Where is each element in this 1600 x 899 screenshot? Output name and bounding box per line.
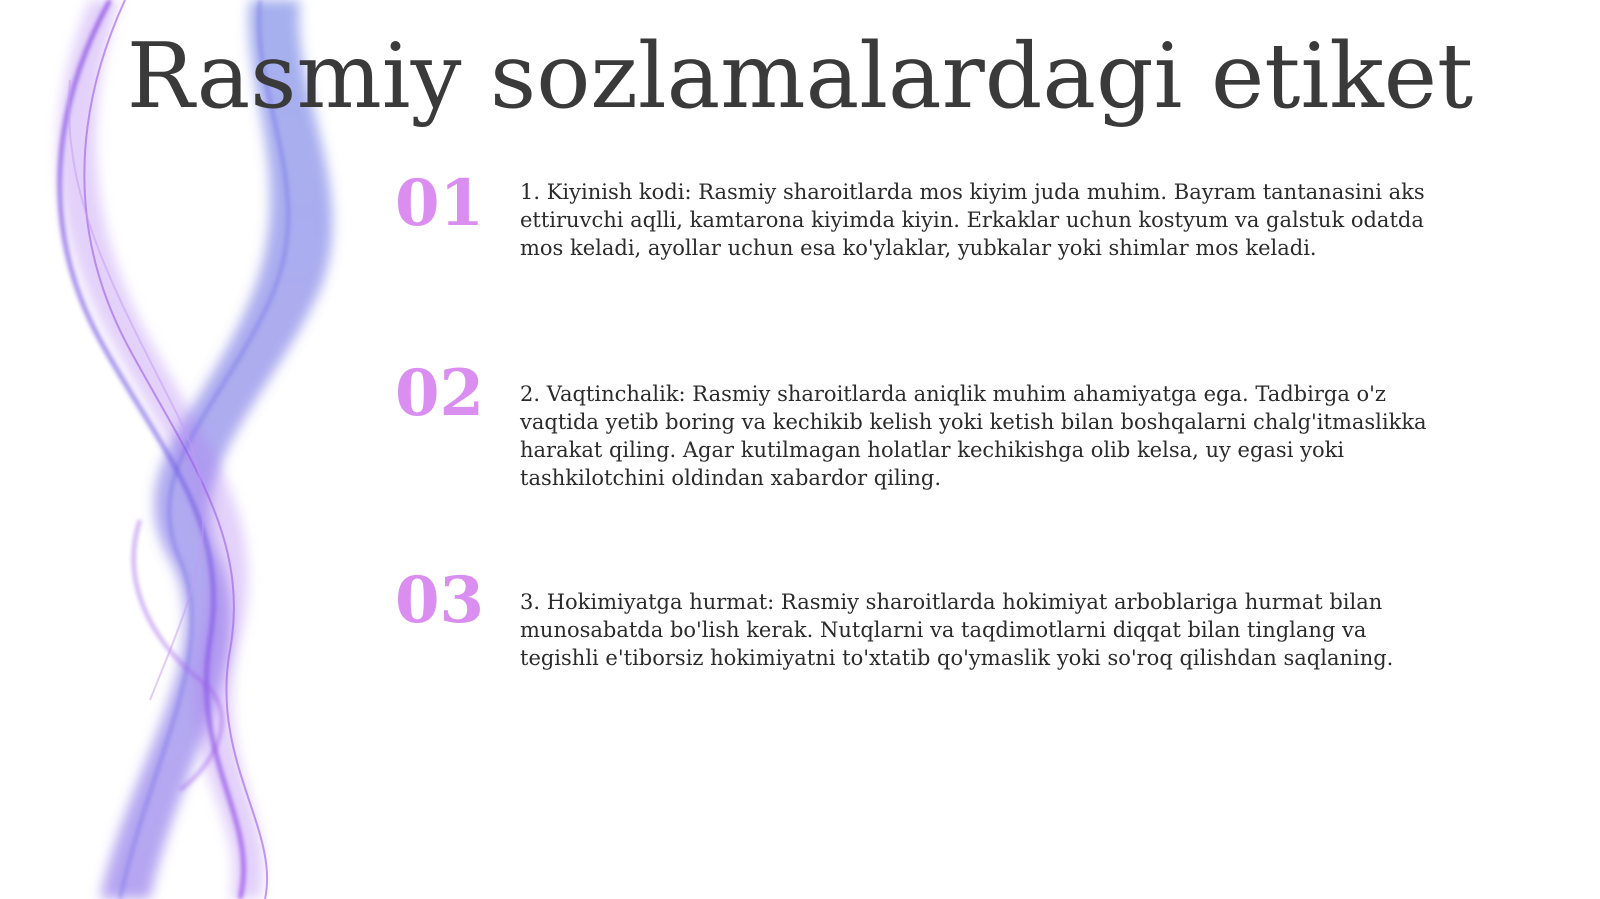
slide-title: Rasmiy sozlamalardagi etiket (126, 24, 1474, 129)
item-text: 3. Hokimiyatga hurmat: Rasmiy sharoitlarda hokimiyat arboblariga hurmat bilan munosabatda bo'lish kerak. Nutqlarni va taqdimotlarni diqqat bilan tinglang va tegishli e'tiborsiz hokimiyatni to'xtatib qo'ymaslik yoki so'roq qilishdan saqlaning. (520, 590, 1394, 670)
item-number: 01 (395, 166, 485, 241)
item-text: 1. Kiyinish kodi: Rasmiy sharoitlarda mos kiyim juda muhim. Bayram tantanasini aks ettiruvchi aqlli, kamtarona kiyimda kiyin. Erkaklar uchun kostyum va galstuk odatda mos keladi, ayollar uchun esa ko'ylaklar, yubkalar yoki shimlar mos keladi. (520, 180, 1425, 260)
smoke-decoration-icon (0, 0, 400, 899)
item-number: 02 (395, 356, 485, 431)
item-number: 03 (395, 563, 485, 638)
item-text: 2. Vaqtinchalik: Rasmiy sharoitlarda aniqlik muhim ahamiyatga ega. Tadbirga o'z vaqtida yetib boring va kechikib kelish yoki ketish bilan boshqalarni chalg'itmaslikka harakat qiling. Agar kutilmagan holatlar kechikishga olib kelsa, uy egasi yoki tashkilotchini oldindan xabardor qiling. (520, 382, 1427, 490)
